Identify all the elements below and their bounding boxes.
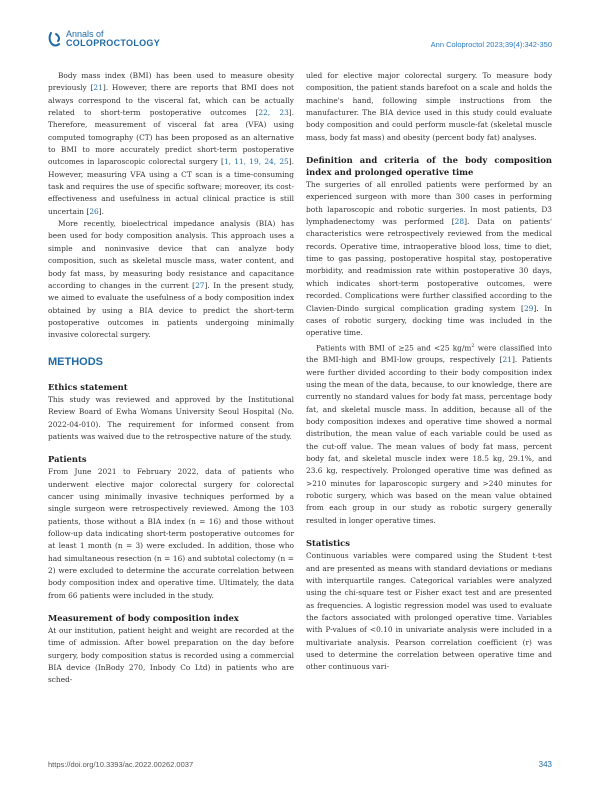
reference-link[interactable]: 26 bbox=[89, 206, 99, 216]
reference-link[interactable]: 1, 11, 19, 24, 25 bbox=[223, 157, 289, 167]
reference-link[interactable]: 21 bbox=[502, 355, 512, 365]
measurement-text: At our institution, patient height and weight are recorded at the time of admission. After bowel preparation on the day before surgery, body composition status is recorded using a commercial BIA device (InBody 270, Inbody Co Ltd) in patients who are sched- bbox=[48, 626, 294, 685]
page-header bbox=[48, 30, 552, 52]
measurement-text-continued: uled for elective major colorectal surgery. To measure body composition, the patient stands barefoot on a scale and holds the machine's hand, following simple instructions from the manufacturer. The BIA device used in this study could evaluate body composition and could perform muscle-fat (skeletal muscle mass, body fat mass) and obesity (percent body fat) analyses. bbox=[306, 71, 552, 142]
journal-logo bbox=[48, 30, 160, 48]
methods-heading: METHODS bbox=[48, 355, 103, 368]
intro-paragraph-bia: More recently, bioelectrical impedance analysis (BIA) has been used for body composition analysis. This approach uses a simple and noninvasive device that can analyze body composition, such as skeletal muscle mass, water content, and body fat mass, by measuring body resistance and capacitance according to changes in the current [27]. In the present study, we aimed to evaluate the usefulness of a body composition index obtained by using a BIA device to predict the short-term postoperative outcomes in patients undergoing minimally invasive colorectal surgery. bbox=[48, 219, 294, 340]
doi-link[interactable]: https://doi.org/10.3393/ac.2022.00262.0037 bbox=[48, 760, 194, 769]
left-column bbox=[48, 70, 294, 687]
definition-heading: Definition and criteria of the body composition index and prolonged operative time bbox=[306, 155, 552, 178]
reference-link[interactable]: 28 bbox=[454, 217, 465, 227]
definition-paragraph-1: The surgeries of all enrolled patients were performed by an experienced surgeon with more than 300 cases in performing both laparoscopic and robotic surgeries. In most patients, D3 lymphadenectomy was performed [28]. Data on patients' characteristics were retrospectively reviewed from the medical records. Operative time, intraoperative blood loss, time to diet, time to gas passing, postoperative hospital stay, postoperative morbidity, and readmission rate within postoperative 30 days, which indicates short-term postoperative outcomes, were recorded. Complications were further classified according to the Clavien-Dindo surgical complication grading system [29]. In cases of robotic surgery, docking time was included in the operative time. bbox=[306, 180, 552, 338]
journal-citation: Ann Coloproctol 2023;39(4):342-350 bbox=[430, 40, 552, 49]
statistics-heading: Statistics bbox=[306, 538, 350, 549]
intro-paragraph-bmi: Body mass index (BMI) has been used to measure obesity previously [21]. However, there are reports that BMI does not always correspond to the visceral fat, which can be actually related to short-term postoperative outcomes [22, 23]. Therefore, measurement of visceral fat area (VFA) using computed tomography (CT) has been proposed as an alternative to BMI to more accurately predict short-term postoperative outcomes in laparoscopic colorectal surgery [1, 11, 19, 24, 25]. However, measuring VFA using a CT scan is a time-consuming task and requires the use of specific software; moreover, its cost-effectiveness and usefulness in actual clinical practice is still uncertain [26]. bbox=[48, 71, 295, 216]
reference-link[interactable]: 27 bbox=[195, 280, 205, 290]
journal-name-line1: Annals of bbox=[66, 29, 104, 39]
reference-link[interactable]: 29 bbox=[523, 303, 534, 313]
page-number: 343 bbox=[538, 760, 552, 769]
patients-heading: Patients bbox=[48, 454, 87, 465]
ethics-text: This study was reviewed and approved by the Institutional Review Board of Ewha Womans University Seoul Hospital (No. 2022-04-010). The requirement for informed consent from patients was waived due to the retrospective nature of the study. bbox=[48, 394, 294, 441]
reference-link[interactable]: 21 bbox=[93, 83, 103, 93]
measurement-heading: Measurement of body composition index bbox=[48, 613, 239, 624]
journal-name-line2: COLOPROCTOLOGY bbox=[66, 38, 161, 48]
reference-link[interactable]: 22, 23 bbox=[258, 108, 289, 118]
definition-paragraph-2: Patients with BMI of ≥25 and <25 $kg/m^2$ were classified into the BMI-high and BMI-low groups, respectively [21]. Patients were further divided according to their body composition index using the mean of the data, because, to our knowledge, there are currently no standard values for body fat mass, percentage body fat, and skeletal muscle mass. In addition, because all of the body composition indexes and operative time showed a normal distribution, the mean value of each variable could be used as the cut-off value. The mean values of body fat mass, percent body fat, and skeletal muscle index were 18.5 kg, 29.1%, and 23.6 kg, respectively. Prolonged operative time was defined as >210 minutes for laparoscopic surgery and >240 minutes for robotic surgery, which was based on the mean value obtained from each group in our study as robotic surgery generally resulted in longer operative times. bbox=[306, 342, 553, 525]
ethics-heading: Ethics statement bbox=[48, 381, 128, 392]
patients-text: From June 2021 to February 2022, data of patients who underwent elective major colorectal surgery for colorectal cancer using minimally invasive techniques performed by a single surgeon were retrospectively reviewed. Among the 103 patients, those without a BIA index (n = 16) and those without follow-up data indicating short-term postoperative outcomes for at least 1 month (n = 3) were excluded. In addition, those who had simultaneous resection (n = 16) and subtotal colectomy (n = 2) were excluded to determine the accurate correlation between body composition index and operative time. Ultimately, the data from 66 patients were included in the study. bbox=[48, 467, 294, 600]
journal-logo-icon bbox=[48, 32, 62, 48]
page-footer bbox=[48, 760, 552, 772]
statistics-text: Continuous variables were compared using the Student t-test and are presented as means with standard deviations or medians with interquartile ranges. Categorical variables were analyzed using the chi-square test or Fisher exact test and are presented as frequencies. A logistic regression model was used to evaluate the factors associated with prolonged operative time. Variables with P-values of <0.10 in univariate analysis were included in a multivariate analysis. Pearson correlation coefficient (r) was used to determine the correlation between operative time and other continuous vari- bbox=[306, 551, 552, 672]
right-column bbox=[306, 70, 552, 674]
